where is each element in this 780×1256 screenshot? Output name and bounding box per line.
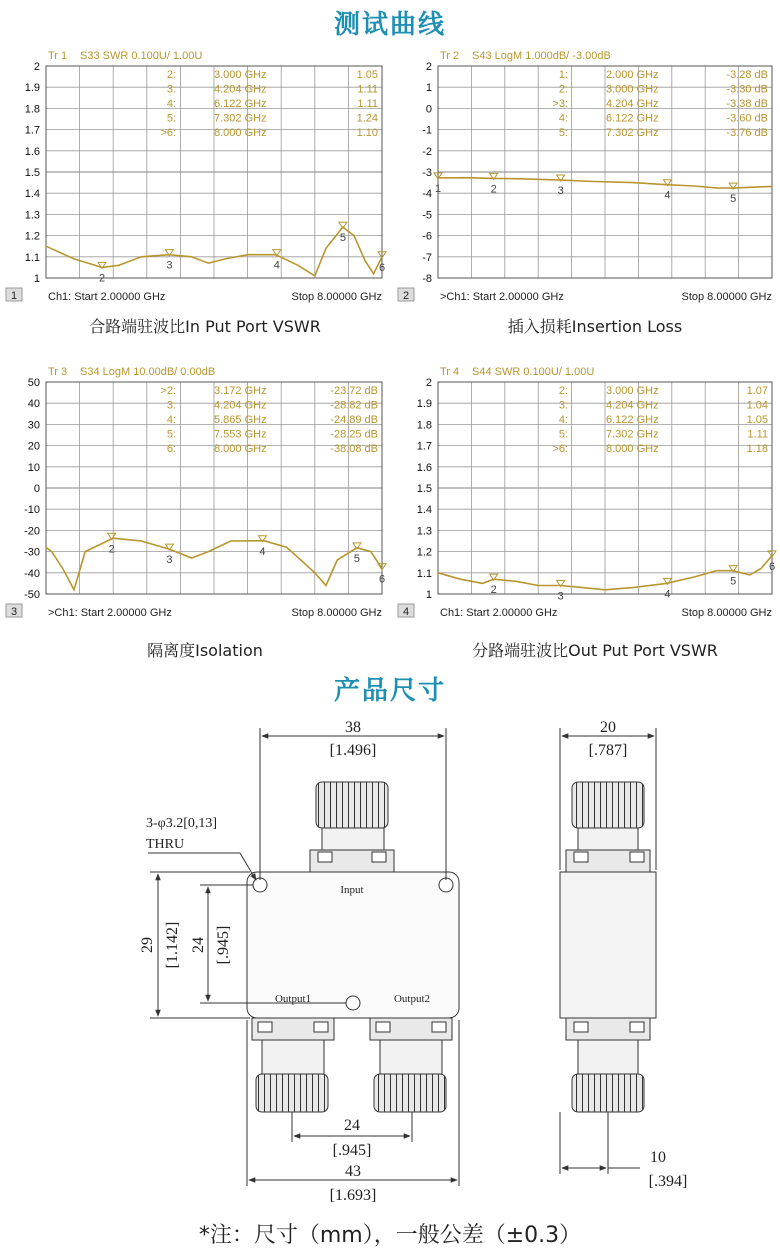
y-tick-label: -5	[422, 209, 432, 222]
y-tick-label: -4	[422, 188, 432, 201]
tolerance-note: *注：尺寸（mm），一般公差（±0.3）	[198, 1223, 582, 1248]
marker-id: 5:	[558, 127, 568, 139]
chart-caption-2: 插入损耗Insertion Loss	[507, 317, 683, 336]
marker-freq: 6.122 GHz	[606, 414, 659, 426]
hole-note-thru: THRU	[146, 837, 185, 852]
y-tick-label: 1.9	[24, 82, 40, 95]
marker-freq: 4.204 GHz	[606, 98, 659, 110]
panel-number: 4	[402, 606, 410, 618]
stop-label: Stop 8.00000 GHz	[291, 607, 382, 619]
chart-s33-vswr	[0, 44, 390, 306]
marker-freq: 7.302 GHz	[606, 428, 659, 441]
marker-value: 1.11	[747, 428, 768, 441]
marker-value: -3.38 dB	[726, 98, 768, 110]
dim-out-spacing-in: [.945]	[332, 1142, 372, 1159]
y-tick-label: -10	[24, 504, 40, 517]
stop-label: Stop 8.00000 GHz	[681, 607, 772, 619]
y-tick-label: 1	[425, 82, 432, 95]
y-tick-label: 2	[33, 61, 40, 73]
trace-header: S34 LogM 10.00dB/ 0.00dB	[80, 366, 216, 378]
trace-marker-label: 5	[730, 193, 737, 206]
marker-value: 1.07	[746, 385, 768, 397]
chart-caption-3: 隔离度Isolation	[147, 641, 263, 660]
stop-label: Stop 8.00000 GHz	[681, 291, 772, 303]
y-tick-label: 30	[27, 419, 40, 432]
trace-marker-label: 4	[273, 259, 280, 272]
trace-marker-label: 2	[490, 183, 497, 196]
y-tick-label: 50	[27, 377, 40, 389]
marker-id: >3:	[552, 98, 568, 110]
marker-value: -24.89 dB	[330, 414, 378, 426]
marker-freq: 4.204 GHz	[214, 83, 267, 96]
trace-header: S43 LogM 1.000dB/ -3.00dB	[472, 50, 611, 62]
y-tick-label: 1.7	[24, 124, 40, 137]
output2-label: Output2	[393, 993, 431, 1005]
input-label: Input	[340, 884, 364, 896]
trace-marker-label: 3	[166, 554, 173, 567]
dim-height-outer: 29	[139, 937, 156, 953]
marker-value: 1.10	[356, 127, 378, 139]
y-tick-label: -1	[422, 124, 432, 137]
marker-freq: 4.204 GHz	[214, 399, 267, 412]
chart-caption-1: 合路端驻波比In Put Port VSWR	[89, 317, 321, 336]
y-tick-label: 1.3	[24, 209, 40, 222]
y-tick-label: 1.2	[24, 230, 40, 243]
trace-marker-label: 6	[378, 261, 386, 274]
dim-width-top-in: [1.496]	[329, 742, 377, 759]
y-tick-label: 1.3	[416, 525, 432, 538]
dim-height-inner: 24	[190, 937, 207, 953]
trace-marker-label: 2	[490, 584, 497, 597]
marker-freq: 3.000 GHz	[214, 69, 267, 81]
marker-id: >6:	[160, 127, 176, 139]
marker-freq: 3.000 GHz	[606, 385, 659, 397]
marker-value: -38.08 dB	[330, 443, 378, 455]
dim-width-top: 38	[345, 719, 361, 736]
trace-marker	[339, 222, 347, 228]
trace-marker	[165, 544, 173, 550]
marker-freq: 6.122 GHz	[606, 112, 659, 125]
dim-side-conn-in: [.394]	[648, 1173, 688, 1190]
marker-freq: 2.000 GHz	[606, 69, 659, 81]
dim-height-outer-in: [1.142]	[164, 921, 181, 969]
marker-id: 2:	[558, 83, 568, 96]
mounting-hole	[439, 878, 453, 892]
trace-marker-label: 6	[378, 573, 386, 586]
marker-freq: 8.000 GHz	[606, 443, 659, 455]
marker-value: 1.05	[746, 414, 768, 426]
marker-freq: 6.122 GHz	[214, 98, 267, 110]
marker-value: 1.05	[356, 69, 378, 81]
trace-header: S33 SWR 0.100U/ 1.00U	[80, 50, 203, 62]
marker-value: -28.82 dB	[330, 399, 378, 412]
marker-id: 3:	[558, 399, 568, 412]
marker-value: -23.72 dB	[330, 385, 378, 397]
trace-marker-label: 5	[339, 232, 346, 245]
trace-marker-label: 4	[259, 545, 266, 558]
y-tick-label: 1	[33, 273, 40, 285]
marker-id: 5:	[558, 428, 568, 441]
y-tick-label: 40	[27, 398, 40, 411]
marker-id: 3:	[166, 83, 176, 96]
y-tick-label: 1.4	[416, 504, 432, 517]
marker-id: 4:	[558, 414, 568, 426]
dim-out-spacing: 24	[344, 1117, 360, 1134]
trace-marker-label: 2	[98, 272, 106, 285]
marker-freq: 3.000 GHz	[606, 83, 659, 96]
y-tick-label: -6	[422, 230, 432, 243]
trace-marker-label: 5	[353, 552, 361, 565]
y-tick-label: 20	[27, 440, 40, 453]
y-tick-label: 1.9	[416, 398, 432, 411]
plot-grid	[438, 66, 772, 278]
trace-marker-label: 3	[557, 185, 564, 198]
marker-value: -3.76 dB	[726, 127, 768, 139]
y-tick-label: 1.8	[416, 419, 432, 432]
marker-id: 1:	[558, 69, 568, 81]
trace-marker-label: 6	[768, 560, 776, 573]
marker-value: 1.24	[356, 112, 378, 125]
output1-label: Output1	[274, 993, 312, 1005]
marker-freq: 4.204 GHz	[606, 399, 659, 412]
y-tick-label: -30	[24, 546, 40, 559]
side-view	[560, 782, 656, 1112]
y-tick-label: 0	[33, 483, 40, 495]
stop-label: Stop 8.00000 GHz	[291, 291, 382, 303]
dim-width-total-in: [1.693]	[329, 1187, 377, 1204]
panel-number: 2	[402, 290, 410, 302]
start-label: Ch1: Start 2.00000 GHz	[48, 291, 166, 303]
marker-value: -3.28 dB	[726, 69, 768, 81]
marker-id: 2:	[558, 385, 568, 397]
start-label: >Ch1: Start 2.00000 GHz	[440, 291, 564, 303]
marker-value: 1.04	[746, 399, 768, 412]
marker-value: 1.11	[357, 98, 378, 110]
marker-freq: 7.302 GHz	[606, 127, 659, 139]
marker-value: -28.25 dB	[330, 428, 378, 441]
trace-label: Tr 1	[48, 50, 68, 62]
y-tick-label: 1.6	[416, 461, 432, 474]
trace-marker-label: 5	[730, 575, 737, 588]
top-connector	[310, 782, 394, 872]
y-tick-label: -7	[422, 251, 432, 264]
panel-number: 3	[10, 606, 18, 618]
dimension-drawing	[0, 700, 780, 1210]
output1-connector	[252, 1018, 334, 1112]
y-tick-label: 2	[425, 377, 432, 389]
trace-header: S44 SWR 0.100U/ 1.00U	[472, 366, 595, 378]
curves-title: 测试曲线	[333, 10, 446, 40]
mounting-hole	[346, 996, 360, 1010]
dimensions-title: 产品尺寸	[333, 676, 446, 706]
marker-id: >6:	[552, 443, 568, 455]
marker-id: 2:	[166, 69, 176, 81]
panel-number: 1	[10, 290, 18, 302]
chart-s44-vswr	[392, 360, 780, 622]
y-tick-label: 1.4	[24, 188, 40, 201]
dim-width-total: 43	[345, 1163, 361, 1180]
y-tick-label: -20	[24, 525, 40, 538]
trace-label: Tr 2	[440, 50, 460, 62]
chart-s34-isolation	[0, 360, 390, 622]
trace-marker-label: 3	[557, 590, 564, 603]
marker-value: 1.11	[357, 83, 378, 96]
marker-id: 5:	[166, 112, 176, 125]
y-tick-label: 1.1	[416, 567, 432, 580]
marker-value: -3.30 dB	[726, 83, 768, 96]
y-tick-label: -2	[422, 145, 432, 158]
y-tick-label: 1.8	[24, 103, 40, 116]
y-tick-label: -50	[24, 589, 40, 601]
plot-grid	[438, 382, 772, 597]
marker-id: 4:	[166, 414, 176, 426]
y-tick-label: 1.5	[24, 167, 40, 179]
start-label: Ch1: Start 2.00000 GHz	[440, 607, 558, 619]
y-tick-label: 2	[425, 61, 432, 73]
marker-id: 6:	[166, 443, 176, 455]
dim-side-conn: 10	[650, 1149, 666, 1166]
marker-freq: 8.000 GHz	[214, 443, 267, 455]
y-tick-label: 10	[27, 461, 40, 474]
y-tick-label: 1.5	[416, 483, 432, 495]
dim-height-inner-in: [.945]	[215, 925, 232, 965]
dim-side-width-in: [.787]	[588, 742, 628, 759]
marker-freq: 3.172 GHz	[214, 385, 267, 397]
marker-value: -3.60 dB	[726, 112, 768, 125]
chart-caption-4: 分路端驻波比Out Put Port VSWR	[472, 641, 718, 660]
trace-label: Tr 3	[48, 366, 68, 378]
marker-id: 5:	[166, 428, 176, 441]
start-label: >Ch1: Start 2.00000 GHz	[48, 607, 172, 619]
chart-s43-insertion-loss	[392, 44, 780, 306]
trace-marker-label: 1	[434, 182, 442, 195]
marker-freq: 7.553 GHz	[214, 428, 267, 441]
y-tick-label: -8	[422, 273, 432, 285]
y-tick-label: -40	[24, 567, 40, 580]
marker-id: 4:	[558, 112, 568, 125]
mounting-hole	[253, 878, 267, 892]
marker-freq: 8.000 GHz	[214, 127, 267, 139]
y-tick-label: 1.7	[416, 440, 432, 453]
trace-label: Tr 4	[440, 366, 460, 378]
y-tick-label: 1	[425, 589, 432, 601]
marker-id: 3:	[166, 399, 176, 412]
y-tick-label: 1.6	[24, 145, 40, 158]
marker-value: 1.18	[746, 443, 768, 455]
y-tick-label: 1.1	[24, 251, 40, 264]
marker-freq: 7.302 GHz	[214, 112, 267, 125]
trace-marker-label: 2	[108, 543, 115, 556]
marker-freq: 5.865 GHz	[214, 414, 267, 426]
marker-id: 4:	[166, 98, 176, 110]
hole-note: 3-φ3.2[0,13]	[146, 816, 218, 831]
trace-marker-label: 4	[664, 189, 671, 202]
y-tick-label: 1.2	[416, 546, 432, 559]
output2-connector	[370, 1018, 452, 1112]
dim-side-width: 20	[600, 719, 616, 736]
y-tick-label: -3	[422, 167, 432, 179]
marker-id: >2:	[160, 385, 176, 397]
trace-marker-label: 3	[166, 259, 173, 272]
y-tick-label: 0	[425, 103, 432, 116]
trace-marker-label: 4	[664, 588, 671, 601]
